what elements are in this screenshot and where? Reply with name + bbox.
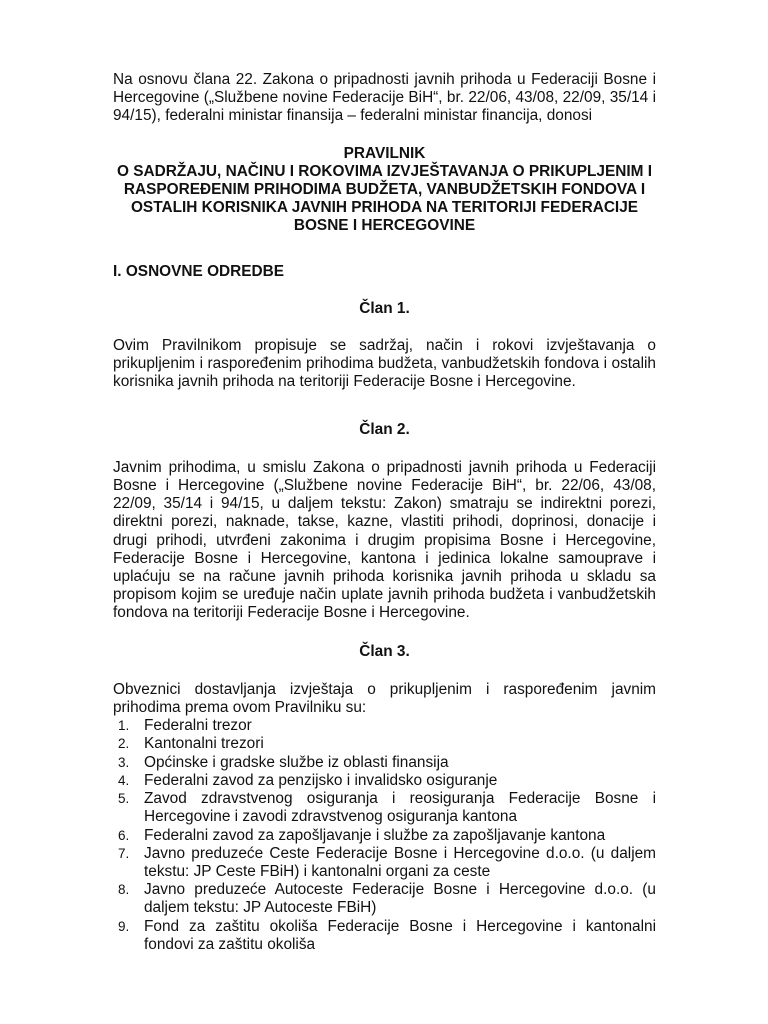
- list-item-number: 2.: [118, 736, 130, 752]
- list-item: [113, 754, 656, 772]
- list-item-text: Javno preduzeće Ceste Federacije Bosne i Hercegovine d.o.o. (u daljem tekstu: JP Ceste FBiH) i kantonalni organi za ceste: [144, 844, 656, 880]
- title-line-2: O SADRŽAJU, NAČINU I ROKOVIMA IZVJEŠTAVANJA O PRIKUPLJENIM I RASPOREĐENIM PRIHODIMA BUDŽETA, VANBUDŽETSKIH FONDOVA I OSTALIH KORISNIKA JAVNIH PRIHODA NA TERITORIJI FEDERACIJE BOSNE I HERCEGOVINE: [116, 162, 652, 235]
- list-item: [113, 790, 656, 826]
- list-item: [113, 772, 656, 790]
- title-line-1: PRAVILNIK: [343, 144, 426, 162]
- list-item: [113, 845, 656, 881]
- article-1-body: Ovim Pravilnikom propisuje se sadržaj, način i rokovi izvještavanja o prikupljenim i raspoređenim prihodima budžeta, vanbudžetskih fondova i ostalih korisnika javnih prihoda na teritoriji Federacije Bosne i Hercegovine.: [113, 337, 656, 391]
- document-page: [113, 71, 656, 954]
- list-item-text: Federalni trezor: [144, 717, 252, 735]
- intro-paragraph: Na osnovu člana 22. Zakona o pripadnosti javnih prihoda u Federaciji Bosne i Hercegovine („Službene novine Federacije BiH“, br. 22/06, 43/08, 22/09, 35/14 i 94/15), federalni ministar finansija – federalni ministar financija, donosi: [113, 71, 656, 125]
- article-2-heading: Član 2.: [359, 420, 410, 438]
- list-item: [113, 827, 656, 845]
- article-1-heading: Član 1.: [359, 299, 410, 317]
- article-3-body: Obveznici dostavljanja izvještaja o prikupljenim i raspoređenim javnim prihodima prema ovom Pravilniku su:: [113, 680, 656, 717]
- document-title: [113, 145, 656, 236]
- list-item-number: 3.: [118, 754, 130, 770]
- list-item-number: 6.: [118, 827, 130, 843]
- list-item-number: 7.: [118, 845, 130, 861]
- list-item-text: Fond za zaštitu okoliša Federacije Bosne i Hercegovine i kantonalni fondovi za zaštitu okoliša: [144, 917, 656, 953]
- list-item-number: 9.: [118, 918, 130, 934]
- list-item-number: 1.: [118, 718, 130, 734]
- list-item-text: Javno preduzeće Autoceste Federacije Bosne i Hercegovine d.o.o. (u daljem tekstu: JP Autoceste FBiH): [144, 881, 656, 917]
- list-item: [113, 918, 656, 954]
- section-heading-1: I. OSNOVNE ODREDBE: [113, 262, 285, 280]
- list-item-number: 5.: [118, 791, 130, 807]
- list-item-number: 4.: [118, 772, 130, 788]
- obligor-list: [113, 717, 656, 954]
- article-2-body: Javnim prihodima, u smislu Zakona o pripadnosti javnih prihoda u Federaciji Bosne i Hercegovine („Službene novine Federacije BiH“, br. 22/06, 43/08, 22/09, 35/14 i 94/15, u daljem tekstu: Zakon) smatraju se indirektni porezi, direktni porezi, naknade, takse, kazne, vlastiti prihodi, doprinosi, donacije i drugi prihodi, utvrđeni zakonima i drugim propisima Bosne i Hercegovine, Federacije Bosne i Hercegovine, kantona i jedinica lokalne samouprave i uplaćuju se na račune javnih prihoda korisnika javnih prihoda u skladu sa propisom kojim se uređuje način uplate javnih prihoda budžeta i vanbudžetskih fondova na teritoriji Federacije Bosne i Hercegovine.: [113, 458, 656, 622]
- list-item-text: Općinske i gradske službe iz oblasti finansija: [144, 753, 449, 771]
- list-item-text: Federalni zavod za zapošljavanje i službe za zapošljavanje kantona: [144, 826, 606, 844]
- list-item: [113, 717, 656, 735]
- article-3-heading: Član 3.: [359, 642, 410, 660]
- list-item-text: Federalni zavod za penzijsko i invalidsko osiguranje: [144, 771, 498, 789]
- list-item-text: Kantonalni trezori: [144, 735, 264, 753]
- list-item-number: 8.: [118, 882, 130, 898]
- list-item: [113, 881, 656, 917]
- list-item-text: Zavod zdravstvenog osiguranja i reosiguranja Federacije Bosne i Hercegovine i zavodi zdravstvenog osiguranja kantona: [144, 790, 656, 826]
- list-item: [113, 735, 656, 753]
